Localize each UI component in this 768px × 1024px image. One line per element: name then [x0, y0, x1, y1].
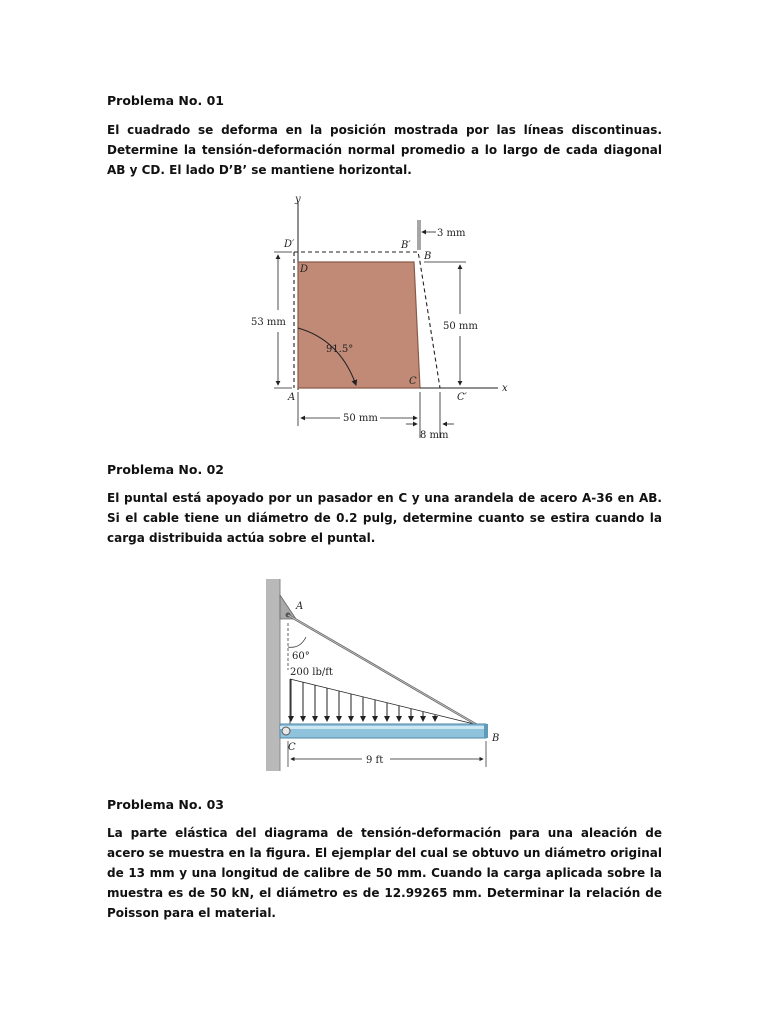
pin-c	[282, 727, 290, 735]
dim-8mm-label: 8 mm	[420, 430, 449, 441]
dim-53mm-label: 53 mm	[251, 317, 286, 328]
dim-50mm-side-label: 50 mm	[443, 321, 478, 332]
label-a: A	[296, 601, 304, 612]
problem-1-text: El cuadrado se deforma en la posición mostrada por las líneas discontinuas. Determine la tensión-deformación normal promedio a lo largo de cada diagonal AB y CD. El lado D’B’ se mantiene horizontal.	[107, 123, 662, 177]
label-b: B	[424, 251, 432, 262]
y-axis-label: y	[295, 194, 301, 205]
load-arrows	[291, 679, 435, 721]
label-d: D	[300, 264, 309, 275]
dim-3mm-label: 3 mm	[437, 228, 466, 239]
problem-1-figure	[240, 190, 530, 450]
label-b: B	[492, 733, 500, 744]
label-c-prime: C′	[457, 392, 467, 403]
label-c: C	[288, 742, 296, 753]
original-square	[298, 262, 420, 388]
label-d-prime: D′	[284, 239, 295, 250]
problem-2-figure	[262, 575, 512, 775]
label-a: A	[288, 392, 296, 403]
length-label: 9 ft	[366, 755, 384, 766]
label-c: C	[409, 376, 417, 387]
problem-2-heading: Problema No. 02	[107, 462, 224, 477]
label-b-prime: B′	[401, 240, 411, 251]
angle-label: 91.5°	[326, 344, 354, 355]
wall	[266, 579, 280, 771]
problem-1-heading: Problema No. 01	[107, 93, 224, 108]
load-envelope	[290, 679, 478, 725]
load-label: 200 lb/ft	[290, 667, 333, 678]
angle-label: 60°	[292, 651, 310, 662]
problem-3-text: La parte elástica del diagrama de tensión-deformación para una aleación de acero se muestra en la figura. El ejemplar del cual se obtuvo un diámetro original de 13 mm y una longitud de calibre de 50 mm. Cuando la carga aplicada sobre la muestra es de 50 kN, el diámetro es de 12.99265 mm. Determinar la relación de Poisson para el material.	[107, 826, 662, 920]
dim-50mm-bottom-label: 50 mm	[343, 413, 378, 424]
problem-2-text: El puntal está apoyado por un pasador en C y una arandela de acero A-36 en AB. Si el cable tiene un diámetro de 0.2 pulg, determine cuanto se estira cuando la carga distribuida actúa sobre el puntal.	[107, 491, 662, 545]
x-axis-label: x	[502, 383, 508, 394]
problem-3-heading: Problema No. 03	[107, 797, 224, 812]
